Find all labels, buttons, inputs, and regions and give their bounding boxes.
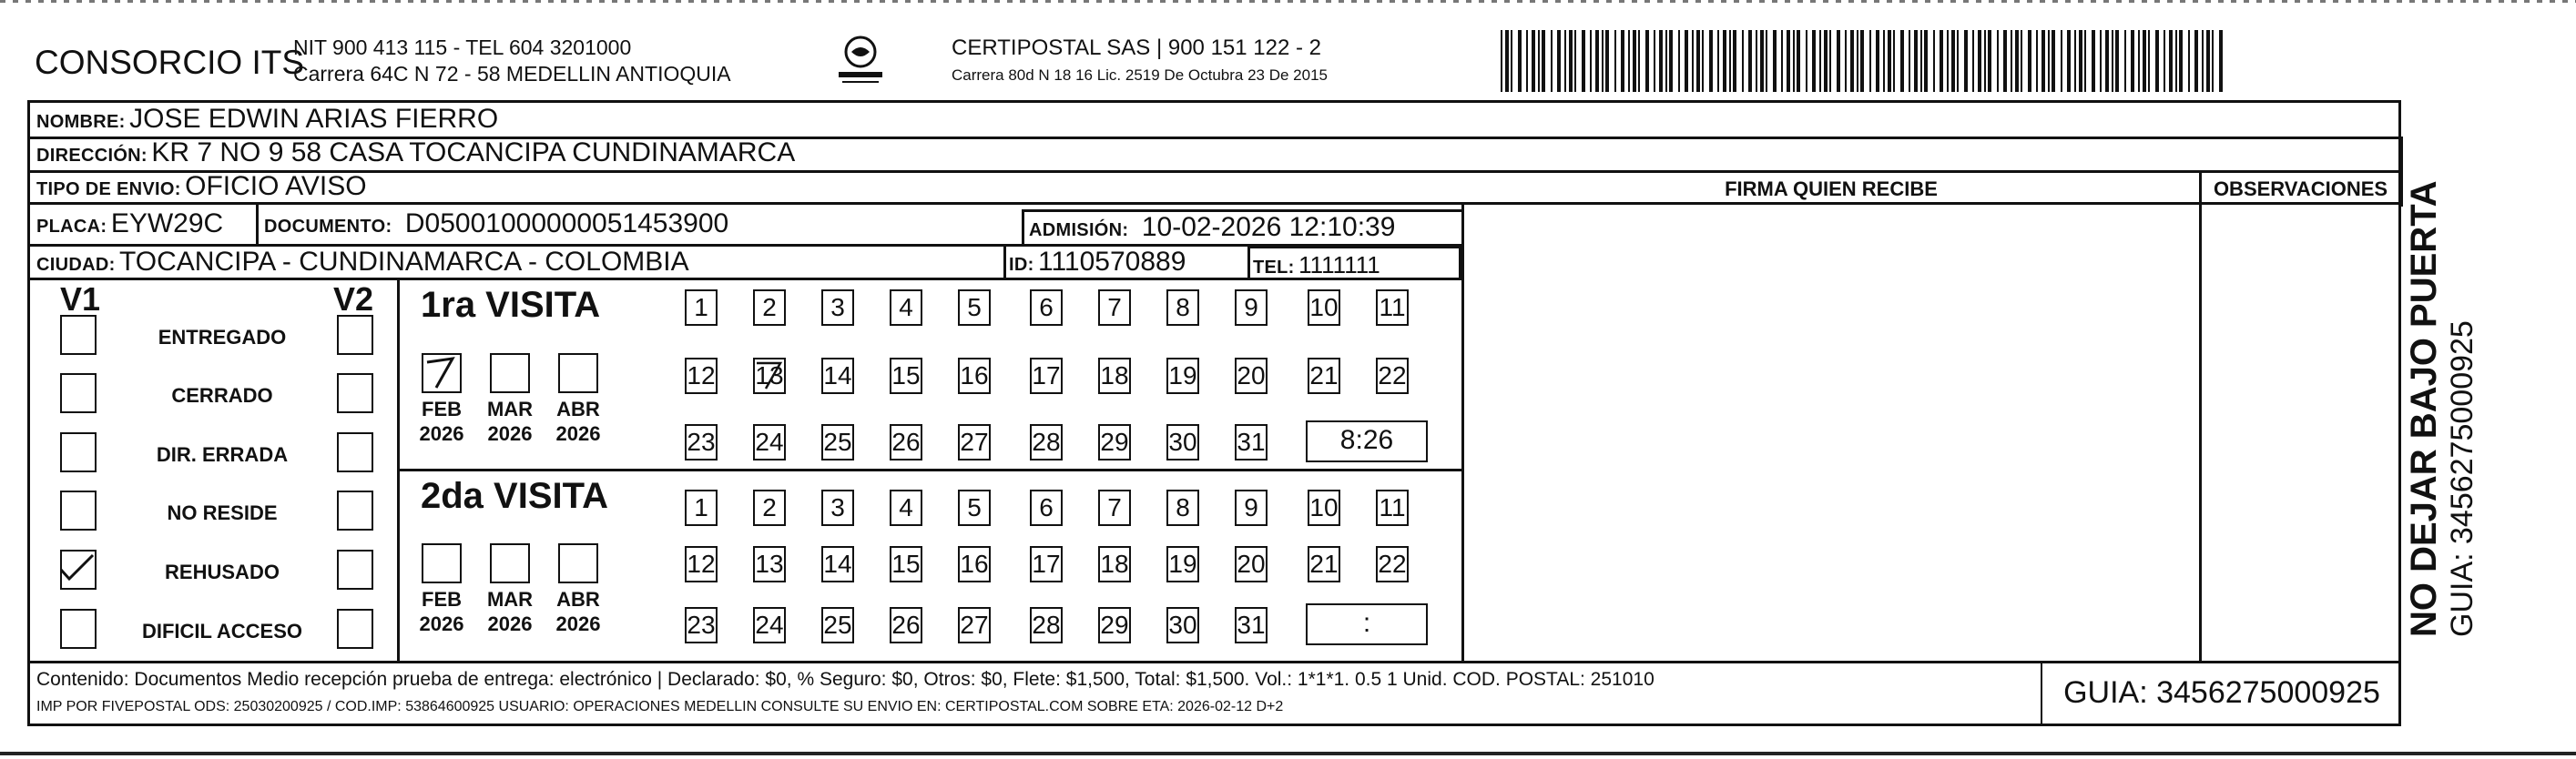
visit2-day-4[interactable]: 4 bbox=[890, 490, 922, 526]
visit2-day-2[interactable]: 2 bbox=[753, 490, 786, 526]
footer-print-line: IMP POR FIVEPOSTAL ODS: 25030200925 / COD.IMP: 53864600925 USUARIO: OPERACIONES MEDELLIN CONSULTE SU ENVIO EN: CERTIPOSTAL.COM SOBRE ETA: 2026-02-12 D+2 bbox=[36, 699, 1284, 714]
visit1-title: 1ra VISITA bbox=[421, 285, 601, 325]
visit2-month-name: FEB bbox=[422, 588, 462, 611]
id-field bbox=[1009, 247, 1186, 278]
visit2-month-name: ABR bbox=[556, 588, 600, 611]
direccion-value: KR 7 NO 9 58 CASA TOCANCIPA CUNDINAMARCA bbox=[151, 137, 796, 167]
visit2-day-12[interactable]: 12 bbox=[685, 546, 718, 582]
admision-value: 10-02-2026 12:10:39 bbox=[1141, 212, 1396, 242]
visit1-month-label-feb bbox=[414, 397, 469, 446]
certipostal-address: Carrera 80d N 18 16 Lic. 2519 De Octubra 23 De 2015 bbox=[952, 66, 1328, 84]
v1-checkbox-4[interactable] bbox=[60, 550, 97, 590]
visit1-day-21[interactable]: 21 bbox=[1308, 358, 1340, 394]
visit2-month-label-feb bbox=[414, 587, 469, 636]
v1-checkbox-1[interactable] bbox=[60, 373, 97, 413]
visit1-day-7[interactable]: 7 bbox=[1098, 289, 1131, 326]
visit2-month-name: MAR bbox=[486, 588, 534, 611]
certipostal-line: CERTIPOSTAL SAS | 900 151 122 - 2 bbox=[952, 35, 1321, 60]
visit2-month-year: 2026 bbox=[419, 612, 464, 635]
visit1-day-16[interactable]: 16 bbox=[958, 358, 991, 394]
certipostal-logo bbox=[833, 32, 888, 88]
v1-checkbox-5[interactable] bbox=[60, 609, 97, 649]
visit2-day-21[interactable]: 21 bbox=[1308, 546, 1340, 582]
side-text bbox=[2404, 180, 2480, 637]
visit1-day-23[interactable]: 23 bbox=[685, 424, 718, 460]
tel-value: 1111111 bbox=[1298, 251, 1380, 278]
visit2-time-box[interactable]: : bbox=[1306, 603, 1428, 645]
v1-header: V1 bbox=[60, 280, 101, 318]
visit1-day-18[interactable]: 18 bbox=[1098, 358, 1131, 394]
visit1-day-19[interactable]: 19 bbox=[1166, 358, 1199, 394]
address-line: Carrera 64C N 72 - 58 MEDELLIN ANTIOQUIA bbox=[293, 62, 731, 86]
visit1-month-year: 2026 bbox=[419, 422, 464, 445]
status-label-4: REHUSADO bbox=[165, 561, 280, 583]
visit2-day-29[interactable]: 29 bbox=[1098, 607, 1131, 643]
visit2-day-3[interactable]: 3 bbox=[821, 490, 854, 526]
tel-label: TEL: bbox=[1253, 258, 1295, 278]
ciudad-value: TOCANCIPA - CUNDINAMARCA - COLOMBIA bbox=[119, 247, 689, 277]
visit1-day-4[interactable]: 4 bbox=[890, 289, 922, 326]
visit1-day-2[interactable]: 2 bbox=[753, 289, 786, 326]
company-name: CONSORCIO ITS bbox=[35, 44, 305, 81]
visit2-day-20[interactable]: 20 bbox=[1235, 546, 1268, 582]
visit2-day-22[interactable]: 22 bbox=[1376, 546, 1409, 582]
documento-field bbox=[264, 208, 728, 239]
footer-guia: GUIA: 3456275000925 bbox=[2041, 662, 2401, 726]
side-warning: NO DEJAR BAJO PUERTA bbox=[2404, 180, 2444, 637]
placa-label: PLACA: bbox=[36, 217, 107, 237]
v1-checkbox-3[interactable] bbox=[60, 491, 97, 531]
status-label-0: ENTREGADO bbox=[158, 326, 287, 349]
visit1-day-22[interactable]: 22 bbox=[1376, 358, 1409, 394]
visit2-day-25[interactable]: 25 bbox=[821, 607, 854, 643]
visit1-month-label-abr bbox=[551, 397, 606, 446]
id-label: ID: bbox=[1009, 255, 1034, 275]
visit2-day-19[interactable]: 19 bbox=[1166, 546, 1199, 582]
visit2-day-6[interactable]: 6 bbox=[1030, 490, 1063, 526]
v1-checkbox-0[interactable] bbox=[60, 315, 97, 355]
visit1-day-31[interactable]: 31 bbox=[1235, 424, 1268, 460]
v2-checkbox-0[interactable] bbox=[337, 315, 373, 355]
visit1-day-12[interactable]: 12 bbox=[685, 358, 718, 394]
scan-edge-top bbox=[0, 0, 2576, 3]
visit2-month-year: 2026 bbox=[555, 612, 601, 635]
admision-label: ADMISIÓN: bbox=[1029, 220, 1129, 240]
v2-checkbox-1[interactable] bbox=[337, 373, 373, 413]
visit2-day-18[interactable]: 18 bbox=[1098, 546, 1131, 582]
v1-checkbox-2[interactable] bbox=[60, 432, 97, 472]
status-label-3: NO RESIDE bbox=[167, 501, 278, 524]
visit2-day-1[interactable]: 1 bbox=[685, 490, 718, 526]
firma-header: FIRMA QUIEN RECIBE bbox=[1725, 177, 1938, 200]
id-value: 1110570889 bbox=[1038, 247, 1186, 277]
v2-checkbox-4[interactable] bbox=[337, 550, 373, 590]
visit2-day-16[interactable]: 16 bbox=[958, 546, 991, 582]
visit2-month-label-mar bbox=[483, 587, 537, 636]
documento-value: D05001000000051453900 bbox=[404, 208, 729, 238]
visit2-day-31[interactable]: 31 bbox=[1235, 607, 1268, 643]
nit-line: NIT 900 413 115 - TEL 604 3201000 bbox=[293, 35, 632, 59]
visit1-month-box-mar[interactable] bbox=[490, 353, 530, 393]
status-label-2: DIR. ERRADA bbox=[156, 443, 289, 466]
visit1-month-label-mar bbox=[483, 397, 537, 446]
visit2-day-9[interactable]: 9 bbox=[1235, 490, 1268, 526]
visit1-day-24[interactable]: 24 bbox=[753, 424, 786, 460]
visit1-month-box-abr[interactable] bbox=[558, 353, 598, 393]
visit1-month-year: 2026 bbox=[555, 422, 601, 445]
nombre-row bbox=[36, 104, 498, 135]
visit2-day-15[interactable]: 15 bbox=[890, 546, 922, 582]
visit2-day-11[interactable]: 11 bbox=[1376, 490, 1409, 526]
visit1-day-25[interactable]: 25 bbox=[821, 424, 854, 460]
visit2-month-box-feb[interactable] bbox=[422, 543, 462, 583]
footer-content-line: Contenido: Documentos Medio recepción prueba de entrega: electrónico | Declarado: $0, % Seguro: $0, Otros: $0, Flete: $1,500, Total: $1,500. Vol.: 1*1*1. 0.5 1 Unid. COD. POSTAL: 251010 bbox=[36, 669, 1655, 690]
visit2-day-14[interactable]: 14 bbox=[821, 546, 854, 582]
tipo-envio-label: TIPO DE ENVIO: bbox=[36, 179, 181, 199]
visit2-day-23[interactable]: 23 bbox=[685, 607, 718, 643]
direccion-row bbox=[36, 137, 795, 168]
barcode bbox=[1501, 30, 2225, 92]
visit2-day-24[interactable]: 24 bbox=[753, 607, 786, 643]
visit1-day-11[interactable]: 11 bbox=[1376, 289, 1409, 326]
visit1-day-15[interactable]: 15 bbox=[890, 358, 922, 394]
visit2-month-box-abr[interactable] bbox=[558, 543, 598, 583]
direccion-label: DIRECCIÓN: bbox=[36, 146, 148, 166]
visit1-day-5[interactable]: 5 bbox=[958, 289, 991, 326]
visit1-day-3[interactable]: 3 bbox=[821, 289, 854, 326]
visit2-month-year: 2026 bbox=[487, 612, 533, 635]
visit1-day-6[interactable]: 6 bbox=[1030, 289, 1063, 326]
visit1-day-27[interactable]: 27 bbox=[958, 424, 991, 460]
placa-field bbox=[36, 208, 223, 239]
visit1-month-name: MAR bbox=[486, 398, 534, 420]
v2-checkbox-3[interactable] bbox=[337, 491, 373, 531]
visit1-month-box-feb[interactable] bbox=[422, 353, 462, 393]
visit1-day-20[interactable]: 20 bbox=[1235, 358, 1268, 394]
visit2-day-10[interactable]: 10 bbox=[1308, 490, 1340, 526]
visit1-day-30[interactable]: 30 bbox=[1166, 424, 1199, 460]
visit2-day-26[interactable]: 26 bbox=[890, 607, 922, 643]
status-label-5: DIFICIL ACCESO bbox=[141, 620, 302, 643]
visit2-day-30[interactable]: 30 bbox=[1166, 607, 1199, 643]
visit1-day-28[interactable]: 28 bbox=[1030, 424, 1063, 460]
visit1-day-8[interactable]: 8 bbox=[1166, 289, 1199, 326]
status-label-1: CERRADO bbox=[171, 384, 273, 407]
visit1-day-14[interactable]: 14 bbox=[821, 358, 854, 394]
visit2-month-label-abr bbox=[551, 587, 606, 636]
visit2-title: 2da VISITA bbox=[421, 476, 608, 516]
scan-edge-bottom bbox=[0, 752, 2576, 755]
visit1-day-1[interactable]: 1 bbox=[685, 289, 718, 326]
visit1-day-26[interactable]: 26 bbox=[890, 424, 922, 460]
v2-header: V2 bbox=[333, 280, 374, 318]
visit1-time-box[interactable]: 8:26 bbox=[1306, 420, 1428, 462]
tipo-envio-row bbox=[36, 171, 367, 202]
documento-label: DOCUMENTO: bbox=[264, 217, 392, 237]
visit2-day-7[interactable]: 7 bbox=[1098, 490, 1131, 526]
v2-checkbox-2[interactable] bbox=[337, 432, 373, 472]
visit1-month-name: FEB bbox=[422, 398, 462, 420]
company-info bbox=[293, 35, 731, 87]
placa-value: EYW29C bbox=[110, 208, 224, 238]
visit1-day-10[interactable]: 10 bbox=[1308, 289, 1340, 326]
tel-field bbox=[1253, 251, 1380, 279]
visit1-day-9[interactable]: 9 bbox=[1235, 289, 1268, 326]
ciudad-field bbox=[36, 247, 689, 278]
visit2-day-8[interactable]: 8 bbox=[1166, 490, 1199, 526]
visit1-day-17[interactable]: 17 bbox=[1030, 358, 1063, 394]
nombre-label: NOMBRE: bbox=[36, 112, 126, 132]
tipo-envio-value: OFICIO AVISO bbox=[185, 171, 367, 201]
v2-checkbox-5[interactable] bbox=[337, 609, 373, 649]
visit2-day-17[interactable]: 17 bbox=[1030, 546, 1063, 582]
nombre-value: JOSE EDWIN ARIAS FIERRO bbox=[129, 104, 499, 134]
observaciones-header: OBSERVACIONES bbox=[2213, 177, 2388, 200]
ciudad-label: CIUDAD: bbox=[36, 255, 116, 275]
certipostal-info bbox=[952, 35, 1328, 89]
visit2-month-box-mar[interactable] bbox=[490, 543, 530, 583]
visit2-day-13[interactable]: 13 bbox=[753, 546, 786, 582]
admision-field bbox=[1029, 212, 1395, 243]
visit2-day-5[interactable]: 5 bbox=[958, 490, 991, 526]
visit1-month-year: 2026 bbox=[487, 422, 533, 445]
visit1-day-29[interactable]: 29 bbox=[1098, 424, 1131, 460]
visit1-day-13[interactable]: 13 bbox=[753, 358, 786, 394]
visit2-day-27[interactable]: 27 bbox=[958, 607, 991, 643]
visit1-month-name: ABR bbox=[556, 398, 600, 420]
side-guia: GUIA: 3456275000925 bbox=[2445, 320, 2479, 637]
visit2-day-28[interactable]: 28 bbox=[1030, 607, 1063, 643]
